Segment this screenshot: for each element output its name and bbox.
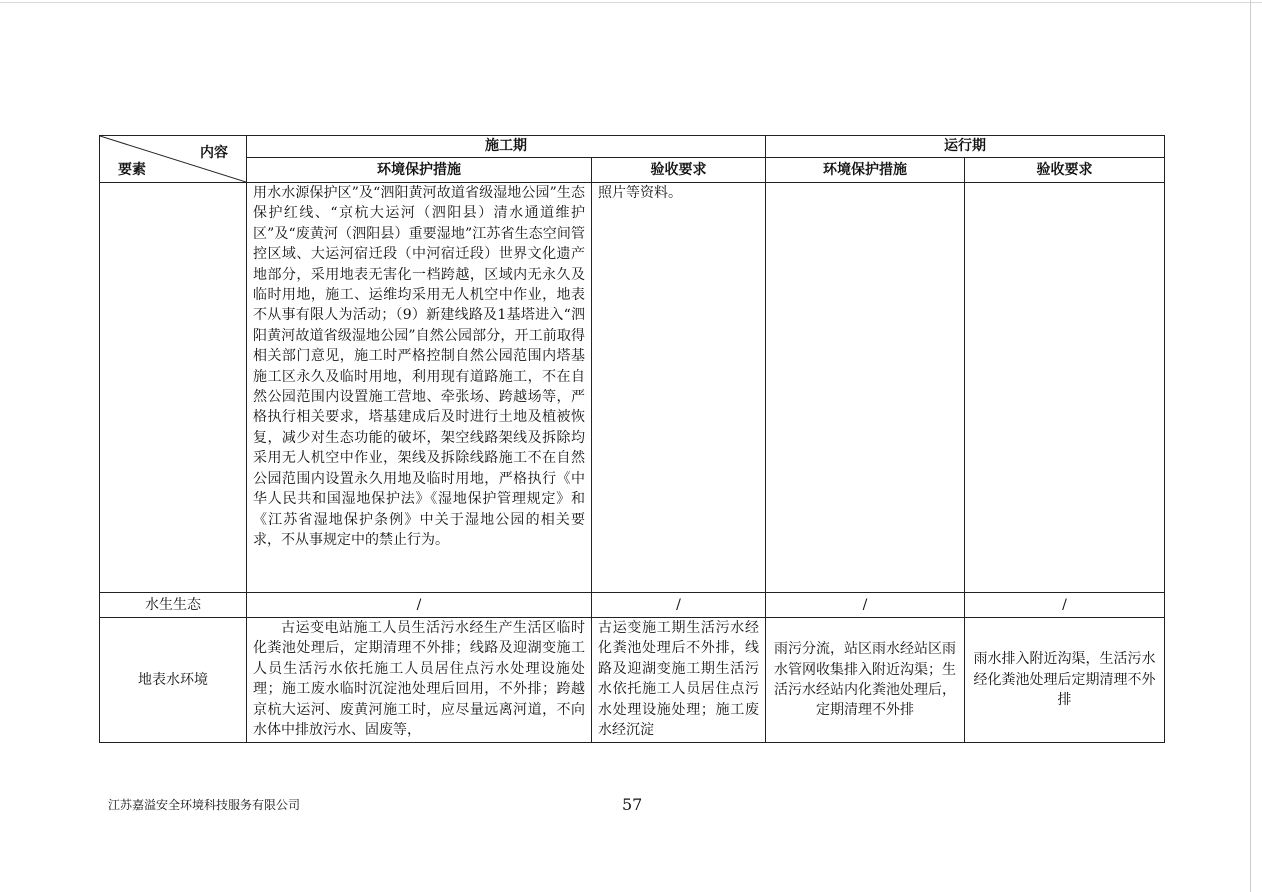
header-row-2 <box>100 158 1165 183</box>
construction-measures-text: 用水水源保护区”及“泗阳黄河故道省级湿地公园”生态保护红线、“京杭大运河（泗阳县）清水通道维护区”及“废黄河（泗阳县）重要湿地”江苏省生态空间管控区域、大运河宿迁段（中河宿迁段）世界文化遗产地部分，采用地表无害化一档跨越，区域内无永久及临时用地，施工、运维均采用无人机空中作业，地表不从事有限人为活动；（9）新建线路及1基塔进入“泗阳黄河故道省级湿地公园”自然公园部分，开工前取得相关部门意见，施工时严格控制自然公园范围内塔基施工区永久及临时用地，利用现有道路施工，不在自然公园范围内设置施工营地、牵张场、跨越场等，严格执行相关要求，塔基建成后及时进行土地及植被恢复，减少对生态功能的破坏，架空线路架线及拆除均采用无人机空中作业，架线及拆除线路施工不在自然公园范围内设置永久用地及临时用地，严格执行《中华人民共和国湿地保护法》《湿地保护管理规定》和《江苏省湿地保护条例》中关于湿地公园的相关要求，不从事规定中的禁止行为。 <box>253 185 585 548</box>
construction-acceptance-cell: / <box>592 593 766 618</box>
page-right-edge <box>1250 0 1251 892</box>
corner-header-cell <box>100 136 247 183</box>
construction-acceptance-text: 照片等资料。 <box>598 185 682 201</box>
page-top-edge <box>0 2 1262 3</box>
corner-content-label: 内容 <box>200 145 228 161</box>
operation-measures-text: 雨污分流，站区雨水经站区雨水管网收集排入附近沟渠；生活污水经站内化粪池处理后，定期清理不外排 <box>774 641 956 719</box>
construction-measures-cell <box>247 183 592 593</box>
table-row <box>100 183 1165 593</box>
element-cell: 地表水环境 <box>100 618 247 743</box>
construction-acceptance-header: 验收要求 <box>592 158 766 183</box>
element-cell: 水生生态 <box>100 593 247 618</box>
corner-element-label: 要素 <box>118 161 146 178</box>
table-row <box>100 618 1165 743</box>
construction-acceptance-cell <box>592 618 766 743</box>
construction-acceptance-cell <box>592 183 766 593</box>
operation-acceptance-text: 雨水排入附近沟渠，生活污水经化粪池处理后定期清理不外排 <box>973 651 1156 709</box>
table-row <box>100 593 1165 618</box>
construction-measures-text: 古运变电站施工人员生活污水经生产生活区临时化粪池处理后，定期清理不外排；线路及迎湖变施工人员生活污水依托施工人员居住点污水处理设施处理；施工废水临时沉淀池处理后回用，不外排；跨越京杭大运河、废黄河施工时，应尽量远离河道，不向水体中排放污水、固废等， <box>253 620 585 739</box>
operation-measures-cell <box>766 618 965 743</box>
operation-acceptance-cell <box>965 183 1165 593</box>
construction-measures-cell <box>247 618 592 743</box>
construction-period-header: 施工期 <box>247 136 766 158</box>
operation-period-header: 运行期 <box>766 136 1165 158</box>
operation-measures-header: 环境保护措施 <box>766 158 965 183</box>
construction-acceptance-text: 古运变施工期生活污水经化粪池处理后不外排，线路及迎湖变施工期生活污水依托施工人员居住点污水处理设施处理；施工废水经沉淀 <box>598 620 759 739</box>
header-row-1 <box>100 136 1165 158</box>
element-cell <box>100 183 247 593</box>
operation-measures-cell: / <box>766 593 965 618</box>
environmental-measures-table <box>99 135 1165 743</box>
operation-acceptance-header: 验收要求 <box>965 158 1165 183</box>
page-number: 57 <box>622 795 643 814</box>
construction-measures-header: 环境保护措施 <box>247 158 592 183</box>
operation-acceptance-cell <box>965 618 1165 743</box>
footer-company-name: 江苏嘉溢安全环境科技服务有限公司 <box>108 798 301 812</box>
construction-measures-cell: / <box>247 593 592 618</box>
operation-acceptance-cell: / <box>965 593 1165 618</box>
operation-measures-cell <box>766 183 965 593</box>
